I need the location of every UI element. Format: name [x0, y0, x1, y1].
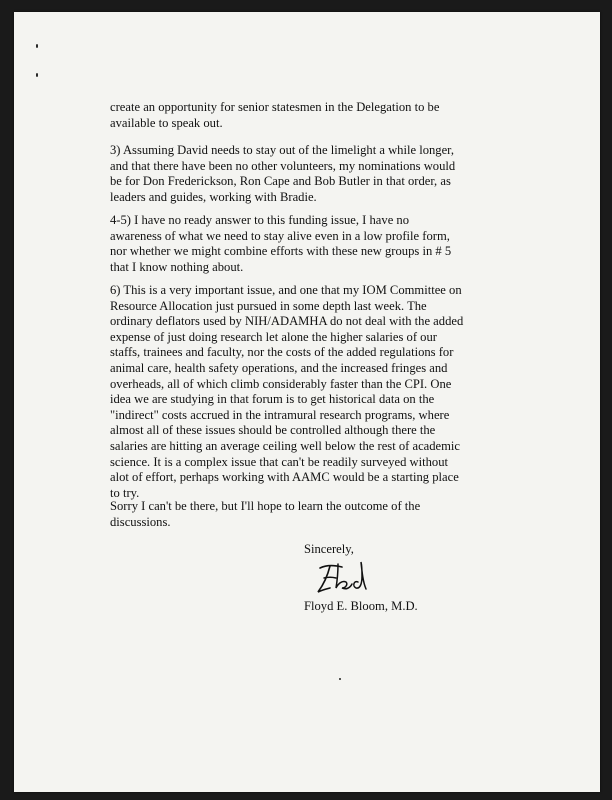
signer-name: Floyd E. Bloom, M.D. [304, 599, 418, 613]
letter-page [14, 12, 600, 792]
paragraph-apology: Sorry I can't be there, but I'll hope to learn the outcome of the discussions. [110, 499, 421, 529]
paragraph-item-3: 3) Assuming David needs to stay out of the limelight a while longer, and that there have been no other volunteers, my nominations would be for Don Frederickson, Ron Cape and Bob Butler in that order, as leaders and guides, working with Bradie. [110, 143, 456, 204]
scan-speck [36, 73, 38, 77]
paragraph-item-4-5: 4-5) I have no ready answer to this funding issue, I have no awareness of what we need to stay alive even in a low profile form, nor whether we might combine efforts with these new groups in # 5 that I know nothing about. [110, 213, 452, 274]
scan-speck [339, 678, 341, 680]
handwritten-signature [312, 558, 376, 598]
paragraph-continuation: create an opportunity for senior statesmen in the Delegation to be available to speak out. [110, 100, 440, 130]
closing-salutation: Sincerely, [304, 542, 354, 556]
paragraph-item-6: 6) This is a very important issue, and one that my IOM Committee on Resource Allocation just pursued in some depth last week. The ordinary deflators used by NIH/ADAMHA do not deal with the added expense of just doing research let alone the higher salaries of our staffs, trainees and faculty, nor the costs of the added regulations for animal care, health safety operations, and the increased fringes and overheads, all of which climb considerably faster than the CPI. One idea we are studying in that forum is to get historical data on the "indirect" costs accrued in the intramural research programs, where almost all of these issues should be controlled although there the salaries are hitting an average ceiling well below the rest of academic science. It is a complex issue that can't be readily surveyed without alot of effort, perhaps working with AAMC would be a starting place to try. [110, 283, 464, 500]
scan-speck [36, 44, 38, 48]
